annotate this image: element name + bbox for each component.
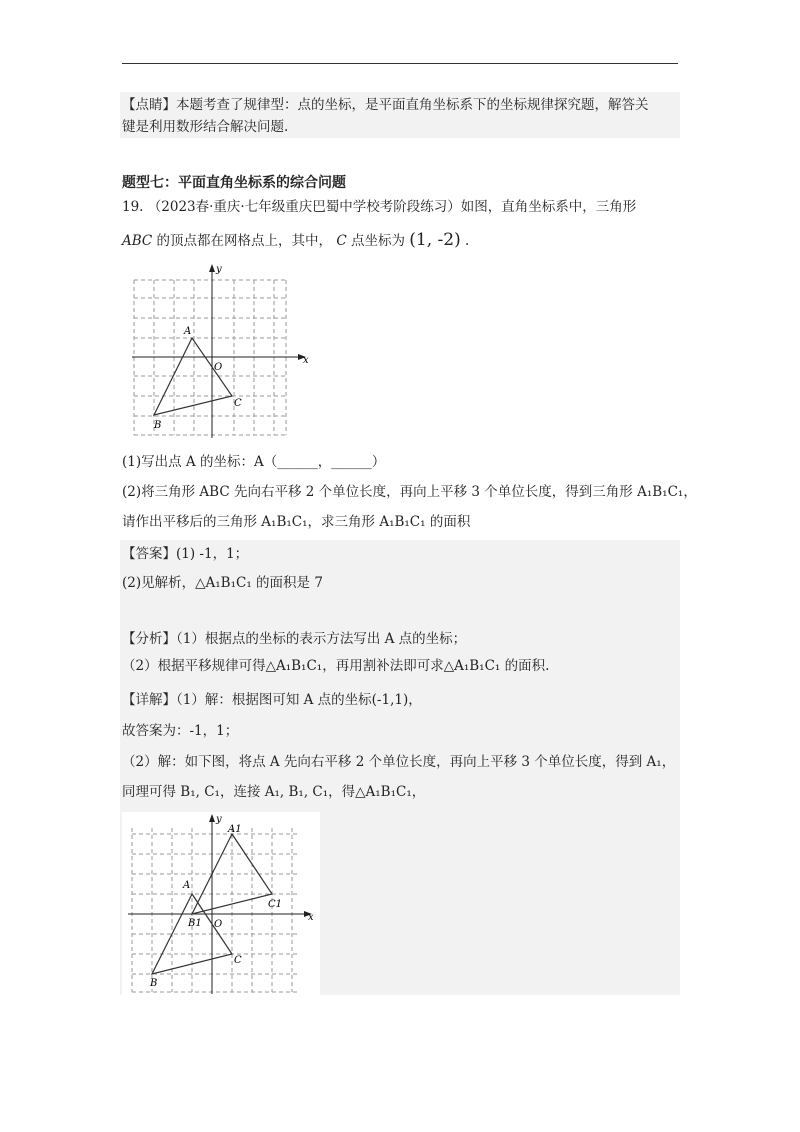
figure-2 [122, 812, 320, 996]
triangle-abc-label: ABC [122, 233, 153, 249]
figure-2-grid [132, 828, 298, 992]
y-axis-arrow [209, 264, 215, 272]
question-line-2 [122, 230, 469, 251]
vertex-c-label-2: C [234, 955, 242, 966]
analysis-line-2: （2）根据平移规律可得△A₁B₁C₁，再用割补法即可求△A₁B₁C₁ 的面积. [122, 658, 550, 674]
x-axis-label: x [303, 355, 309, 366]
vertex-a-label-2: A [183, 880, 191, 891]
vertex-c-label: C [234, 398, 242, 409]
vertex-b-label: B [154, 420, 162, 431]
vertex-a-label: A [184, 326, 192, 337]
question-line-1 [122, 197, 636, 217]
top-rule [122, 63, 678, 64]
part-2-line-2: 请作出平移后的三角形 A₁B₁C₁，求三角形 A₁B₁C₁ 的面积 [122, 514, 471, 530]
question-text: 的顶点都在网格点上，其中， [156, 233, 333, 249]
detail-line-2: 故答案为：-1，1； [122, 723, 239, 739]
y-axis-label-2: y [216, 814, 222, 825]
detail-line-1: 【详解】（1）解：根据图可知 A 点的坐标(-1,1)， [122, 692, 422, 708]
point-c-label: C [336, 233, 347, 249]
figure-1-svg [128, 260, 318, 440]
vertex-a1-label: A1 [228, 824, 242, 835]
figure-1 [128, 260, 318, 444]
point-c-coordinate: (1, -2) [409, 230, 461, 250]
vertex-b1-label: B1 [188, 918, 202, 929]
analysis-line-1: 【分析】（1）根据点的坐标的表示方法写出 A 点的坐标； [122, 631, 467, 647]
question-number: 19. [122, 199, 144, 215]
question-source: （2023春·重庆·七年级重庆巴蜀中学校考阶段练习）如图，直角坐标系中，三角形 [147, 199, 637, 215]
detail-line-3: （2）解：如下图，将点 A 先向右平移 2 个单位长度，再向上平移 3 个单位长度，得到 A₁， [122, 754, 676, 770]
question-text-2: 点坐标为 [350, 233, 405, 249]
origin-label-2: O [214, 919, 223, 930]
part-2-line-1: (2)将三角形 ABC 先向右平移 2 个单位长度，再向上平移 3 个单位长度，得到三角形 A₁B₁C₁， [122, 484, 697, 500]
x-axis-label-2: x [308, 912, 314, 923]
y-axis-arrow-2 [209, 814, 215, 822]
detail-line-4: 同理可得 B₁, C₁，连接 A₁, B₁, C₁，得△A₁B₁C₁， [122, 784, 426, 800]
answer-line-1: 【答案】(1) -1，1； [122, 546, 249, 562]
dianjing-line-2: 键是利用数形结合解决问题. [122, 119, 289, 135]
question-period: . [465, 233, 470, 249]
dianjing-line-1: 【点睛】本题考查了规律型：点的坐标，是平面直角坐标系下的坐标规律探究题，解答关 [122, 97, 649, 113]
figure-2-svg [122, 812, 320, 996]
vertex-c1-label: C1 [268, 899, 283, 910]
answer-line-2: (2)见解析，△A₁B₁C₁ 的面积是 7 [122, 575, 323, 591]
y-axis-label: y [216, 264, 222, 275]
vertex-b-label-2: B [150, 978, 158, 989]
origin-label: O [214, 362, 223, 373]
part-1: (1)写出点 A 的坐标：A（______，______） [122, 454, 386, 470]
section-title: 题型七：平面直角坐标系的综合问题 [122, 175, 346, 191]
